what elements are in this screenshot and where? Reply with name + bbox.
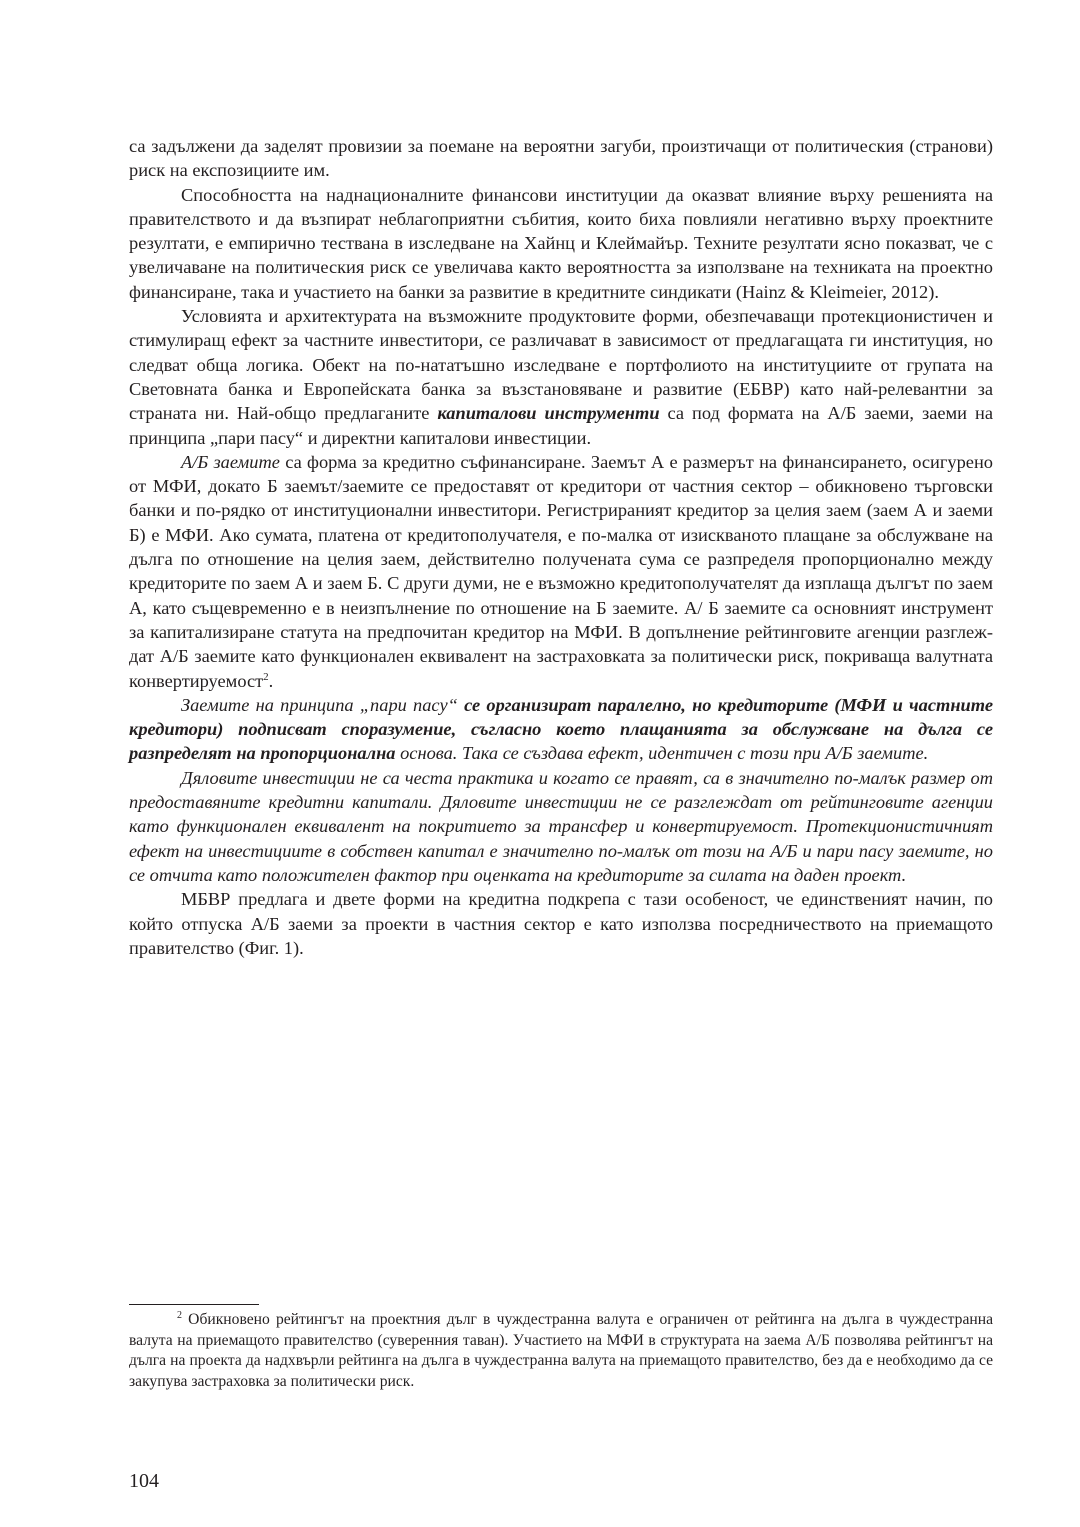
paragraph-text: са задължени да заделят провизии за поемане на вероятни загуби, произтичащи от политическия (странови) риск на експозициите им. [129,136,993,181]
page-number: 104 [129,1470,159,1492]
paragraph-text: Способността на наднационалните финансови институции да оказват влияние върху решенията на правителството и да възпират неблагоприятни събития, които биха повлияли негативно върху проектните резултати, е емпирично тествана в изследване на Хайнц и Клеймайър. Техните резултати ясно показват, че с увеличаване на политическия риск се увеличава както вероятността за използване на техниката на проектно финансиране, така и участието на банки за развитие в кредитните синдикати (Hainz & Kleimeier, 2012). [129,184,993,302]
footnote-marker: 2 [177,1309,182,1321]
paragraph-influence [129,183,993,304]
body-text [129,134,993,960]
paragraph-text: Дяловите инвестиции не са честа практика и когато се правят, са в значително по-малък размер от предоставяните кредитни капитали. Дяловите инвестиции не се разглеждат от рейтинговите агенции като функционален еквивалент на покритието за трансфер и конвертируемост. Протекционистичният ефект на инвестициите в собствен капитал е значително по-малък от този на А/Б и пари пасу заемите, но се отчита като положителен фактор при оценката на кредиторите за силата на даден проект. [129,767,993,885]
paragraph-text: са под формата на А/Б заеми, заеми на принципа „пари пасу“ и директни капиталови инвестиции. [129,403,993,448]
emphasis-pari-passu: се организират паралелно, но кредиторите (МФИ и частните кредитори) подписват споразумение, съгласно което плащанията за обслужване на дълга се разпределят на пропорционална [129,694,993,764]
footnote [129,1310,993,1393]
emphasis-capital-instruments: капиталови инструменти [437,403,660,424]
paragraph-instruments [129,304,993,450]
footnote-separator [129,1304,259,1305]
paragraph-text: основа. Така се създава ефект, идентичен с този при А/Б заемите. [395,743,929,764]
paragraph-ibrd [129,887,993,960]
paragraph-ab-loans [129,450,993,693]
paragraph-text: . [268,670,274,691]
paragraph-text: Условията и архитектурата на възможните продуктовите форми, обезпечаващи протекционистичен и стимулиращ ефект за частните инвеститори, се различават в зависимост от предлагащата ги институция, но следват обща логика. Обект на по-нататъшно изследване е портфолиото на институциите от групата на Световната банка и Европейската банка за възстановяване и развитие (ЕБВР) като най-релевантни за страната ни. Най-общо предлаганите [129,306,993,424]
paragraph-text: са форма за кредитно съфинансиране. Заемът А е размерът на финансирането, осигурено от МФИ, докато Б заемът/заемите се предоставят от кредитори от частния сектор – обикновено търговски банки и по-рядко от институционални инвеститори. Регистрираният кредитор за целия заем (заем А и заеми Б) е МФИ. Ако сумата, платена от кредитополучателя, е по-малка от изискваното плащане за обслужване на дълга по отношение на целия заем, действително получената сума се разпределя пропорционално между кредиторите по заем А и заем Б. С други думи, не е възможно кредитополучателят да изплаща дългът по заем А, като същевременно е в неизпълнение по отношение на Б заемите. А/ Б заемите са основният инструмент за капитализиране статута на предпочитан кредитор на МФИ. В допълнение рейтинговите агенции разглеждат А/Б заемите като функционален еквивалент на застраховката за политически риск, покриваща валутната конвертируемост [129,451,994,691]
paragraph-continuation [129,134,993,183]
term-pari-passu: Заемите на принципа „пари пасу“ [181,694,465,715]
footnote-reference: 2 [263,670,269,683]
paragraph-text: МБВР предлага и двете форми на кредитна подкрепа с тази особеност, че единственият начин, по който отпуска А/Б заеми за проекти в частния сектор е като използва посредничеството на приемащото правителство (Фиг. 1). [129,889,993,958]
paragraph-pari-passu [129,693,993,766]
paragraph-equity [129,766,993,887]
footnote-text: Обикновено рейтингът на проектния дълг в чуждестранна валута е ограничен от рейтинга на дълга в чуждестранна валута на приемащото правителство (суверенния таван). Участието на МФИ в структурата на заема А/Б позволява рейтингът на дълга на проекта да надхвърли рейтинга на дълга в чуждестранна валута на приемащото правителство, без да е необходимо да се закупува застраховка за политически риск. [129,1311,993,1391]
term-ab-loans: А/Б заемите [181,451,280,472]
